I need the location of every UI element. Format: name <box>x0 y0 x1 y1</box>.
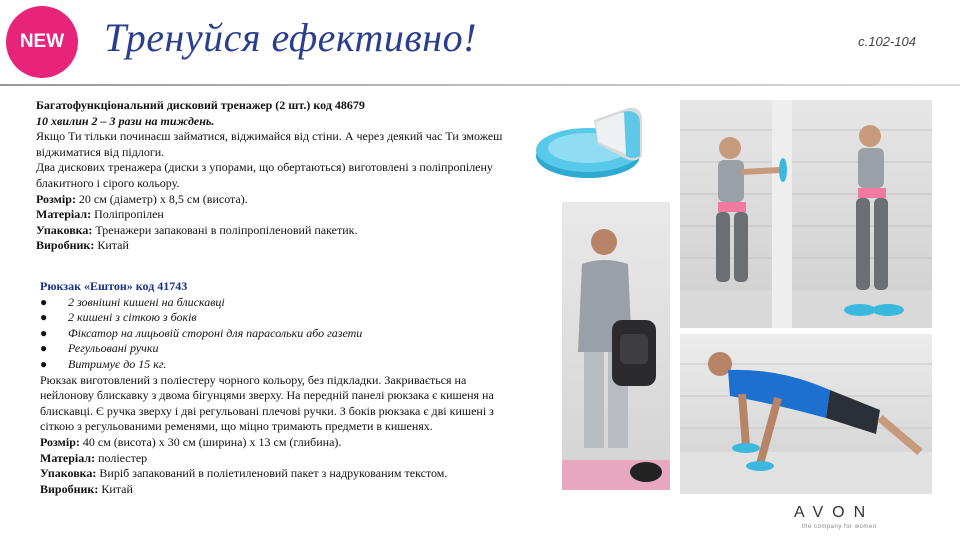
new-badge: NEW <box>6 6 78 78</box>
product1-heading: Багатофункціональний дисковий тренажер (2 шт.) код 48679 <box>36 98 365 112</box>
list-item: ● Регульовані ручки <box>40 341 159 356</box>
product2-package <box>40 466 515 482</box>
product1-size-value: 20 см (діаметр) х 8,5 см (висота). <box>75 191 248 206</box>
product2-material <box>40 451 515 467</box>
product2-package-label: Упаковка: <box>40 466 97 481</box>
product2-size-value: 40 см (висота) х 30 см (ширина) х 13 см (глибина). <box>79 434 342 449</box>
wall-pushup-photo <box>680 100 932 328</box>
product2-size-label: Розмір: <box>40 434 80 449</box>
catalog-page-reference: с.102-104 <box>858 34 916 49</box>
product2-material-label: Матеріал: <box>40 450 96 465</box>
product1-maker-label: Виробник: <box>36 238 95 253</box>
product1-material-value: Поліпропілен <box>91 207 164 222</box>
product2-maker-value: Китай <box>98 481 133 496</box>
product1-size <box>36 192 506 208</box>
product1-maker-value: Китай <box>94 238 129 253</box>
product1-line-1: Якщо Ти тільки починаєш займатися, віджимайся від стіни. А через деякий час Ти зможеш віджиматися від підлоги. <box>36 129 503 159</box>
product2-maker-label: Виробник: <box>40 481 99 496</box>
product1-material <box>36 207 506 223</box>
product1-subheading: 10 хвилин 2 – 3 рази на тиждень. <box>36 113 215 128</box>
product1-package <box>36 223 506 239</box>
product2-description <box>40 279 515 497</box>
logo-tagline: the company for women <box>802 524 877 530</box>
backpack-man-photo <box>562 202 670 490</box>
list-item: ● Витримує до 15 кг. <box>40 356 167 371</box>
list-item: ● Фіксатор на лицьовій стороні для парасольки або газети <box>40 325 363 340</box>
product1-size-label: Розмір: <box>36 191 76 206</box>
disc-trainer-image <box>532 98 662 184</box>
product2-heading: Рюкзак «Ештон» код 41743 <box>40 279 188 293</box>
product1-maker <box>36 238 506 254</box>
product2-maker <box>40 482 515 498</box>
logo-wordmark: AVON <box>794 504 875 521</box>
product1-material-label: Матеріал: <box>36 207 92 222</box>
page-title: Тренуйся ефективно! <box>104 15 477 60</box>
product1-package-value: Тренажери запаковані в поліпропіленовий пакетик. <box>92 222 358 237</box>
product1-line-2: Два дискових тренажера (диски з упорами, що обертаються) виготовлені з поліпропілену блакитного і сірого кольору. <box>36 160 493 190</box>
product2-size <box>40 435 515 451</box>
floor-pushup-photo <box>680 334 932 494</box>
list-item: ● 2 кишені з сіткою з боків <box>40 310 197 325</box>
product2-material-value: поліестер <box>95 450 148 465</box>
header-divider <box>0 84 960 86</box>
avon-logo <box>784 500 932 534</box>
product1-package-label: Упаковка: <box>36 222 93 237</box>
product2-package-value: Виріб запакований в поліетиленовий пакет з надрукованим текстом. <box>96 466 448 481</box>
product2-text: Рюкзак виготовлений з поліестеру чорного кольору, без підкладки. Закривається на нейлонову блискавку з двома бігунцями зверху. На передній панелі рюкзака є кишеня на блискавці. Є ручка зверху і дві регульовані плечові ручки. З боків рюкзака є дві кишені з сіткою з регульованими ременями, що міцно тримають предмети в кишенях. <box>40 372 494 434</box>
product1-description <box>36 98 506 254</box>
list-item: ● 2 зовнішні кишені на блискавці <box>40 294 225 309</box>
